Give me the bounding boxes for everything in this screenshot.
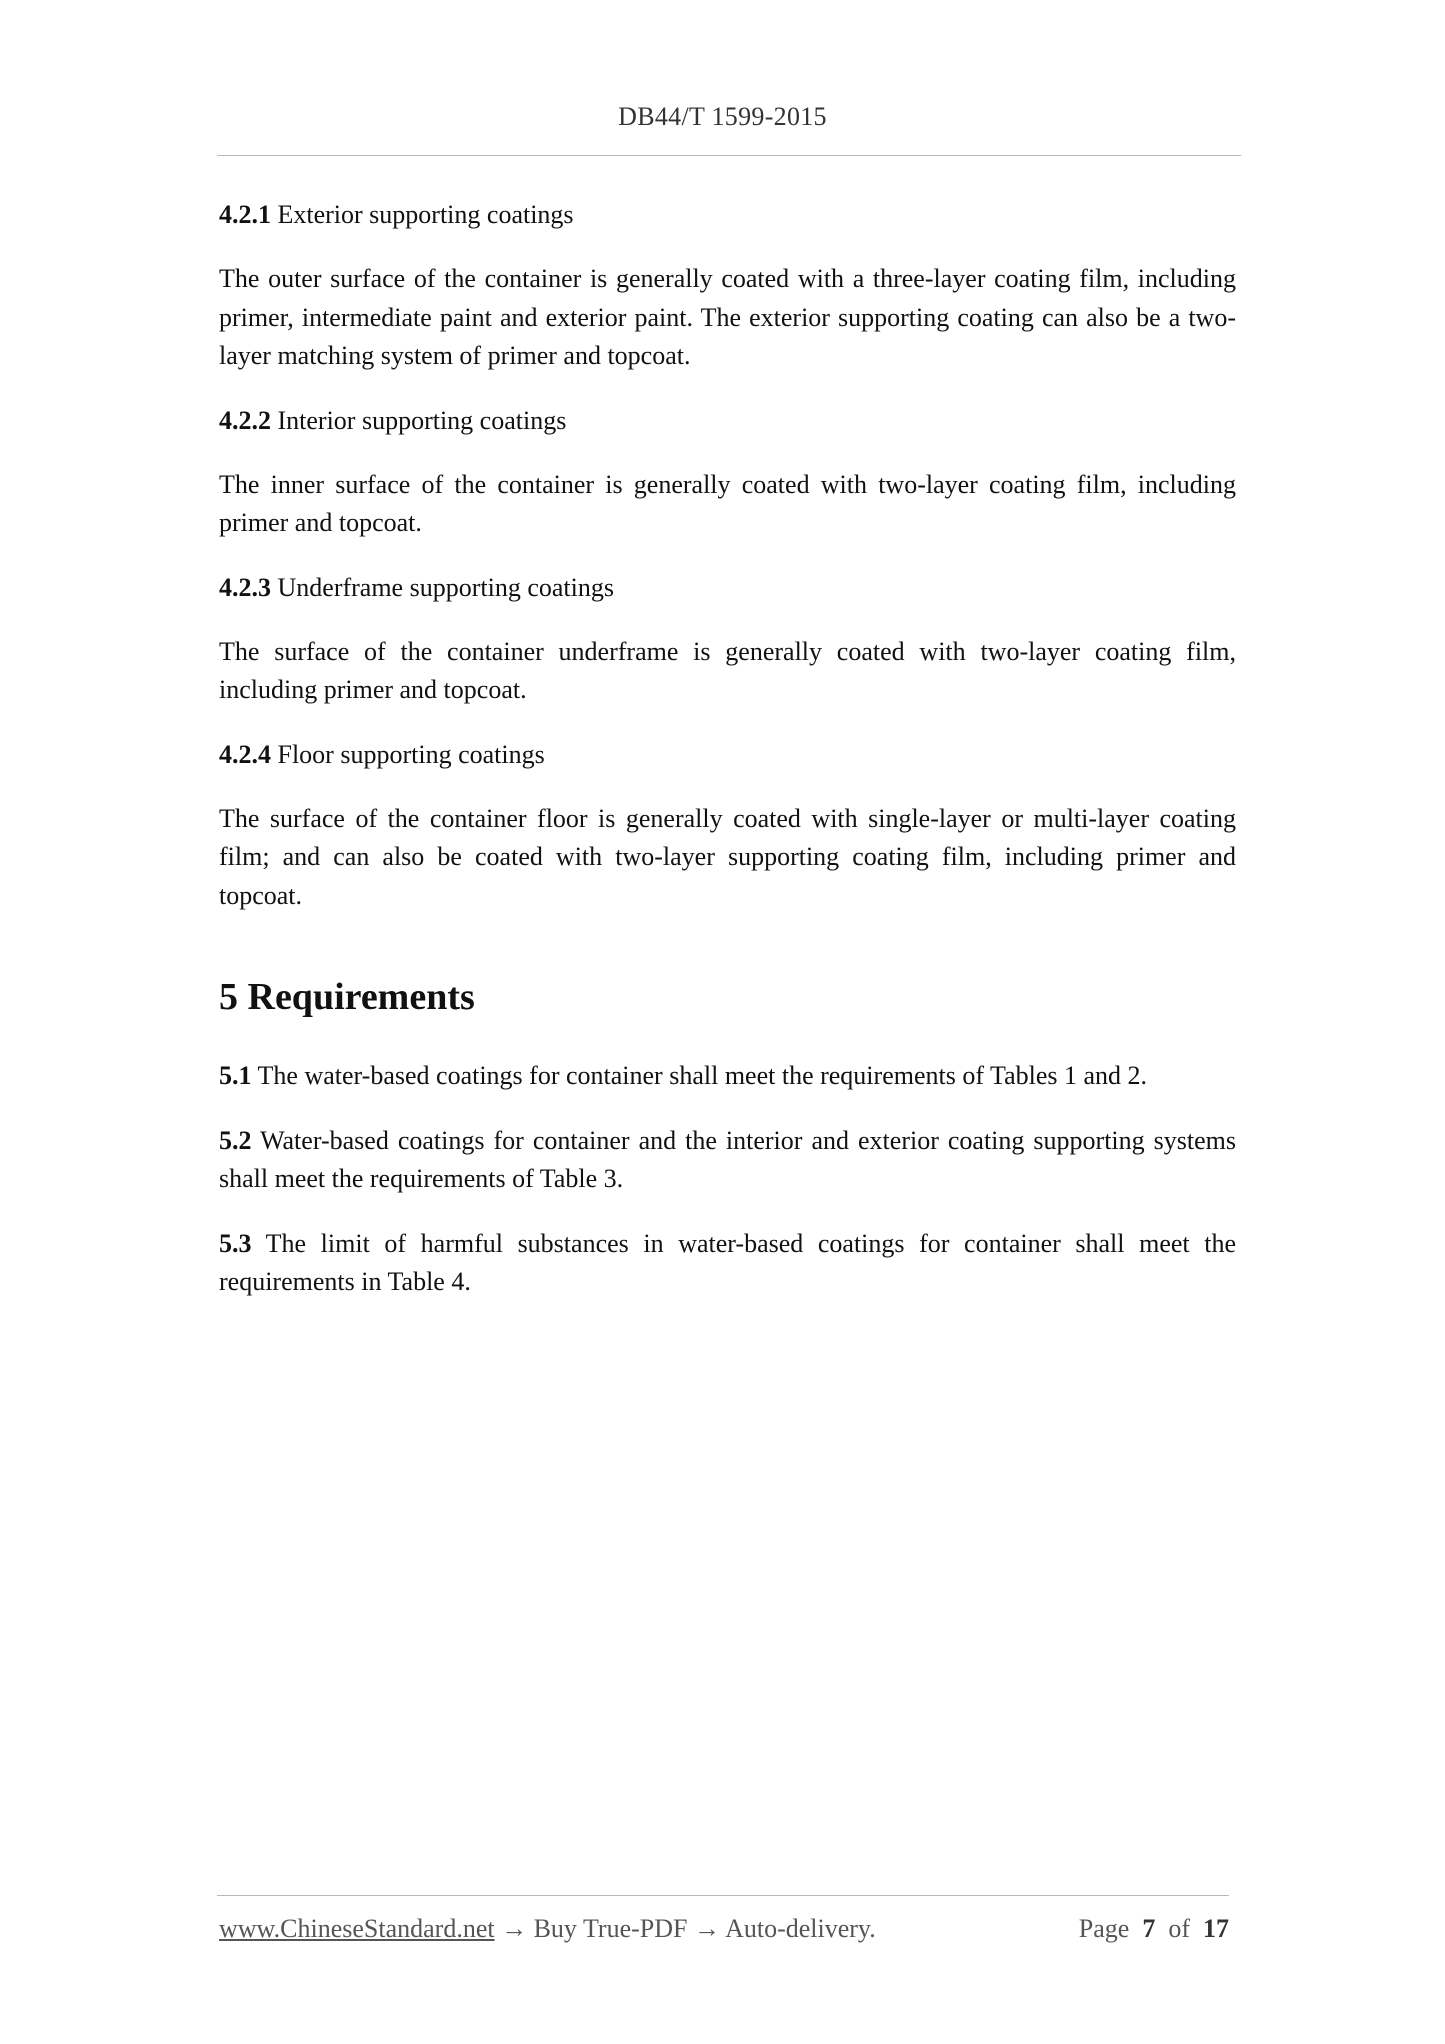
- requirement-text: Water-based coatings for container and the interior and exterior coating supporting systems shall meet the requirements of Table 3.: [219, 1125, 1236, 1193]
- page-number: [1079, 1914, 1229, 1944]
- requirements-heading: 5 Requirements: [219, 976, 475, 1018]
- header-divider: [217, 155, 1241, 156]
- section-4-2-1-text: The outer surface of the container is generally coated with a three-layer coating film, including primer, intermediate paint and exterior paint. The exterior supporting coating can also be a two-layer matching system of primer and topcoat.: [219, 264, 1236, 370]
- section-4-2-4-heading: [219, 736, 1236, 774]
- section-number: 4.2.1: [219, 200, 271, 229]
- footer-divider: [217, 1895, 1229, 1896]
- section-4-2-4-text: The surface of the container floor is generally coated with single-layer or multi-layer coating film; and can also be coated with two-layer supporting coating film, including primer and topcoat.: [219, 803, 1236, 910]
- section-4-2-3-text: The surface of the container underframe is generally coated with two-layer coating film, including primer and topcoat.: [219, 636, 1236, 704]
- requirement-text: The water-based coatings for container shall meet the requirements of Tables 1 and 2.: [257, 1061, 1148, 1090]
- section-number: 4.2.4: [219, 739, 271, 769]
- requirement-number: 5.3: [219, 1228, 252, 1258]
- requirement-number: 5.2: [219, 1125, 252, 1155]
- requirement-text: The limit of harmful substances in water-based coatings for container shall meet the requirements in Table 4.: [219, 1228, 1236, 1296]
- requirement-5-3: [219, 1225, 1236, 1302]
- footer-promo: [219, 1914, 876, 1944]
- section-4-2-1-heading: [219, 196, 1236, 234]
- section-title: Floor supporting coatings: [277, 739, 545, 769]
- arrow-right-icon: →: [694, 1914, 720, 1943]
- section-title: Exterior supporting coatings: [277, 200, 574, 229]
- page-current: 7: [1142, 1914, 1156, 1943]
- document-code-header: DB44/T 1599-2015: [618, 102, 827, 131]
- page-total: 17: [1203, 1914, 1229, 1943]
- buy-true-pdf-text: Buy True-PDF: [533, 1914, 688, 1943]
- requirement-5-2: [219, 1122, 1236, 1199]
- section-title: Underframe supporting coatings: [277, 572, 614, 602]
- section-4-2-2-text: The inner surface of the container is generally coated with two-layer coating film, including primer and topcoat.: [219, 469, 1236, 537]
- page-label: Page: [1078, 1914, 1130, 1943]
- requirement-number: 5.1: [219, 1061, 252, 1090]
- page-content: [219, 196, 1236, 1328]
- arrow-right-icon: →: [501, 1914, 528, 1943]
- section-4-2-2-heading: [219, 402, 1236, 440]
- section-4-2-3-heading: [219, 569, 1236, 607]
- requirement-5-1: [219, 1057, 1236, 1096]
- section-title: Interior supporting coatings: [277, 405, 567, 435]
- section-number: 4.2.2: [219, 405, 271, 435]
- section-number: 4.2.3: [219, 572, 271, 602]
- of-label: of: [1168, 1914, 1190, 1943]
- auto-delivery-text: Auto-delivery.: [725, 1914, 876, 1943]
- chinesestandard-link[interactable]: www.ChineseStandard.net: [219, 1914, 495, 1943]
